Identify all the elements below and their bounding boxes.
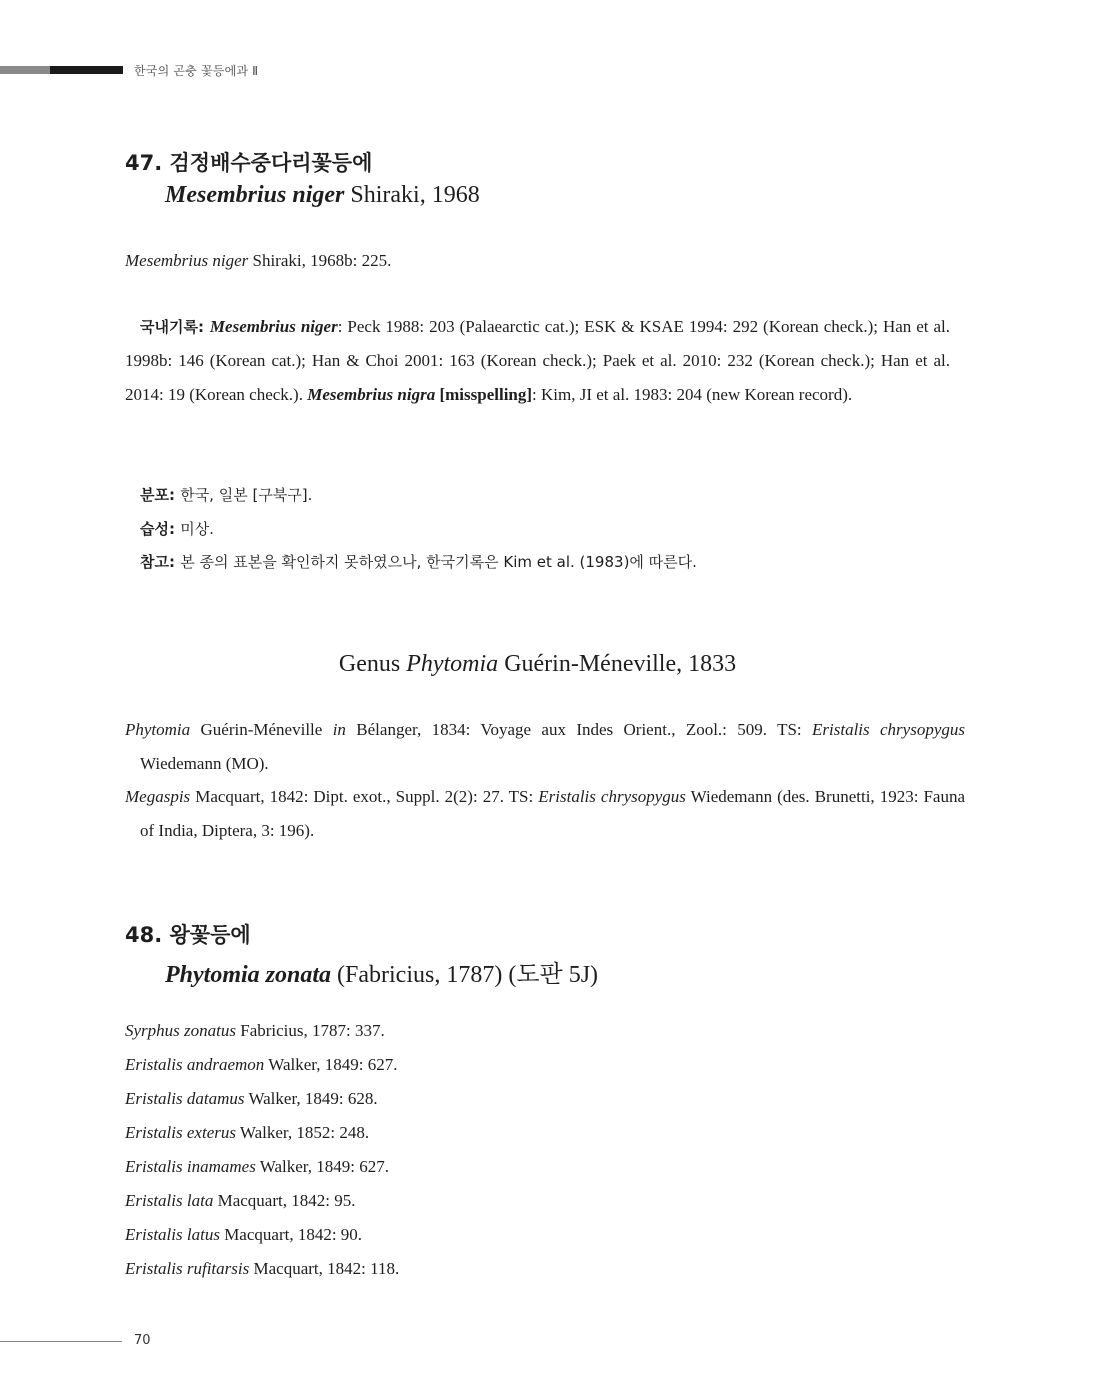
genus-heading: Genus Phytomia Guérin-Méneville, 1833	[338, 651, 737, 677]
species-47-scientific-name: Mesembrius niger Shiraki, 1968	[165, 182, 480, 208]
synonym-entry: Eristalis latus Macquart, 1842: 90.	[125, 1225, 363, 1244]
synonym-entry: Eristalis andraemon Walker, 1849: 627.	[125, 1055, 398, 1074]
species-47-original-description: Mesembrius niger Shiraki, 1968b: 225.	[125, 251, 392, 270]
species-47-note: 참고: 본 종의 표본을 확인하지 못하였으나, 한국기록은 Kim et al. (1983)에 따른다.	[140, 553, 697, 571]
species-48-heading: 48. 왕꽃등에	[125, 923, 251, 947]
species-47-distribution: 분포: 한국, 일본 [구북구].	[140, 486, 313, 504]
page-number: 70	[134, 1333, 151, 1348]
running-title: 한국의 곤충 꽃등에과 Ⅱ	[134, 64, 259, 78]
species-48-synonym-list	[125, 1014, 950, 1286]
species-47-habit: 습성: 미상.	[140, 520, 214, 538]
synonym-entry: Eristalis lata Macquart, 1842: 95.	[125, 1191, 356, 1210]
synonym-entry: Syrphus zonatus Fabricius, 1787: 337.	[125, 1021, 385, 1040]
species-47-heading: 47. 검정배수중다리꽃등에	[125, 151, 373, 175]
genus-synonym-phytomia: Phytomia Guérin-Méneville in Bélanger, 1834: Voyage aux Indes Orient., Zool.: 509. TS: Eristalis chrysopygus Wiedemann (MO).	[125, 720, 965, 773]
header-bar-dark	[50, 66, 123, 74]
synonym-entry: Eristalis rufitarsis Macquart, 1842: 118.	[125, 1259, 400, 1278]
species-47-korean-records: 국내기록: Mesembrius niger: Peck 1988: 203 (Palaearctic cat.); ESK & KSAE 1994: 292 (Korean check.); Han et al. 1998b: 146 (Korean cat.); Han & Choi 2001: 163 (Korean check.); Paek et al. 2010: 232 (Korean check.); Han et al. 2014: 19 (Korean check.). Mesembrius nigra [misspelling]: Kim, JI et al. 1983: 204 (new Korean record).	[125, 317, 951, 404]
header-bar-light	[0, 66, 50, 74]
synonym-entry: Eristalis datamus Walker, 1849: 628.	[125, 1089, 378, 1108]
species-48-scientific-name: Phytomia zonata (Fabricius, 1787) (도판 5J)	[165, 962, 599, 988]
synonym-entry: Eristalis inamames Walker, 1849: 627.	[125, 1157, 389, 1176]
footer-rule	[0, 1341, 122, 1342]
synonym-entry: Eristalis exterus Walker, 1852: 248.	[125, 1123, 370, 1142]
genus-synonym-megaspis: Megaspis Macquart, 1842: Dipt. exot., Suppl. 2(2): 27. TS: Eristalis chrysopygus Wiedemann (des. Brunetti, 1923: Fauna of India, Diptera, 3: 196).	[125, 787, 965, 840]
